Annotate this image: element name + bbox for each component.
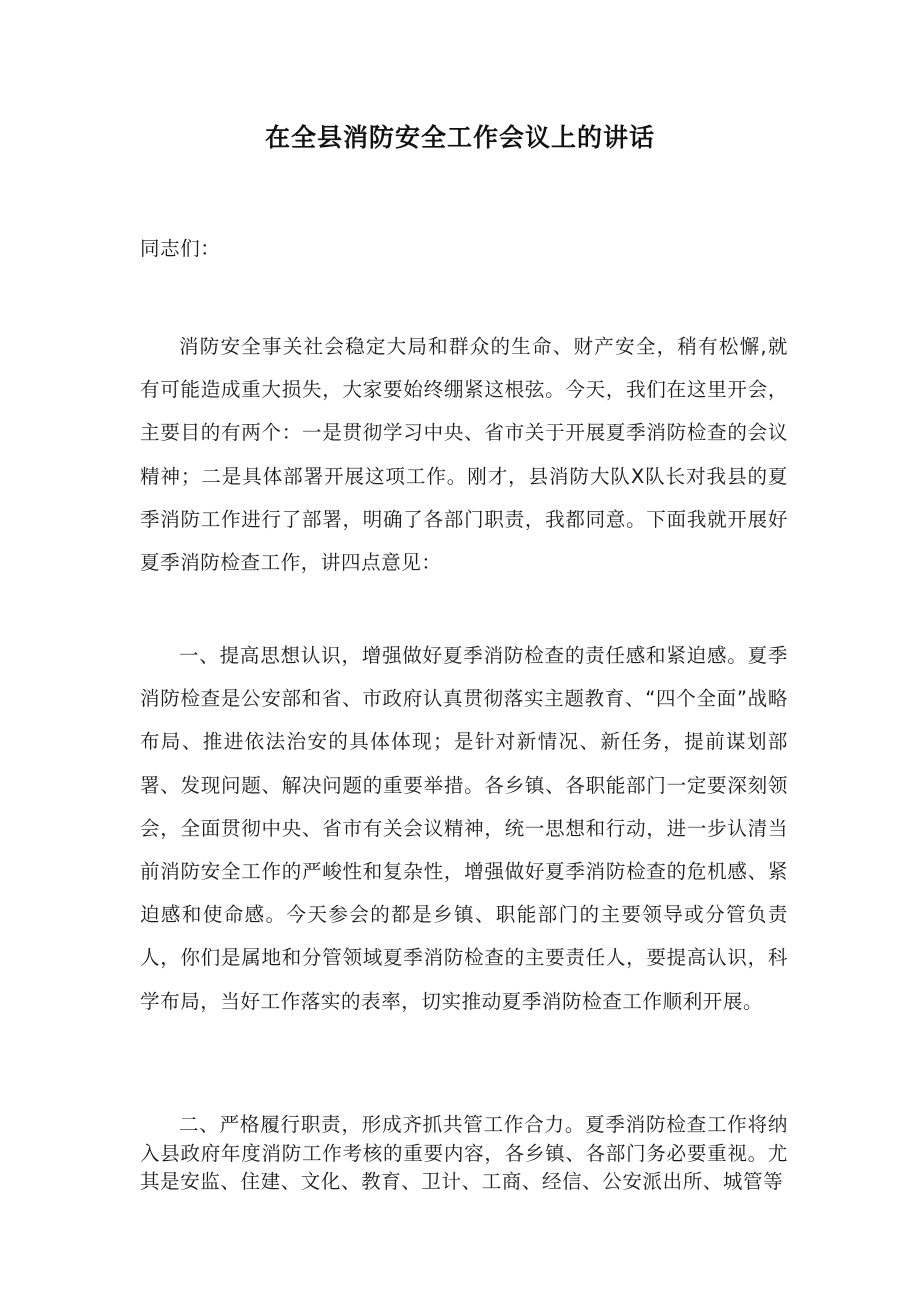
paragraph-intro: 消防安全事关社会稳定大局和群众的生命、财产安全，稍有松懈,就有可能造成重大损失，大家要始终绷紧这根弦。今天，我们在这里开会，主要目的有两个：一是贯彻学习中央、省市关于开展夏季消防检查的会议精神；二是具体部署开展这项工作。刚才，县消防大队X队长对我县的夏季消防工作进行了部署，明确了各部门职责，我都同意。下面我就开展好夏季消防检查工作，讲四点意见： [140, 335, 788, 575]
document-title: 在全县消防安全工作会议上的讲话 [264, 123, 655, 152]
paragraph-point-two: 二、严格履行职责，形成齐抓共管工作合力。夏季消防检查工作将纳入县政府年度消防工作考核的重要内容，各乡镇、各部门务必要重视。尤其是安监、住建、文化、教育、卫计、工商、经信、公安派出所、城管等 [140, 1113, 788, 1193]
salutation: 同志们： [140, 237, 221, 260]
paragraph-point-one: 一、提高思想认识，增强做好夏季消防检查的责任感和紧迫感。夏季消防检查是公安部和省、市政府认真贯彻落实主题教育、“四个全面”战略布局、推进依法治安的具体体现；是针对新情况、新任务，提前谋划部署、发现问题、解决问题的重要举措。各乡镇、各职能部门一定要深刻领会，全面贯彻中央、省市有关会议精神，统一思想和行动，进一步认清当前消防安全工作的严峻性和复杂性，增强做好夏季消防检查的危机感、紧迫感和使命感。今天参会的都是乡镇、职能部门的主要领导或分管负责人，你们是属地和分管领域夏季消防检查的主要责任人，要提高认识，科学布局，当好工作落实的表率，切实推动夏季消防检查工作顺利开展。 [140, 644, 788, 1013]
